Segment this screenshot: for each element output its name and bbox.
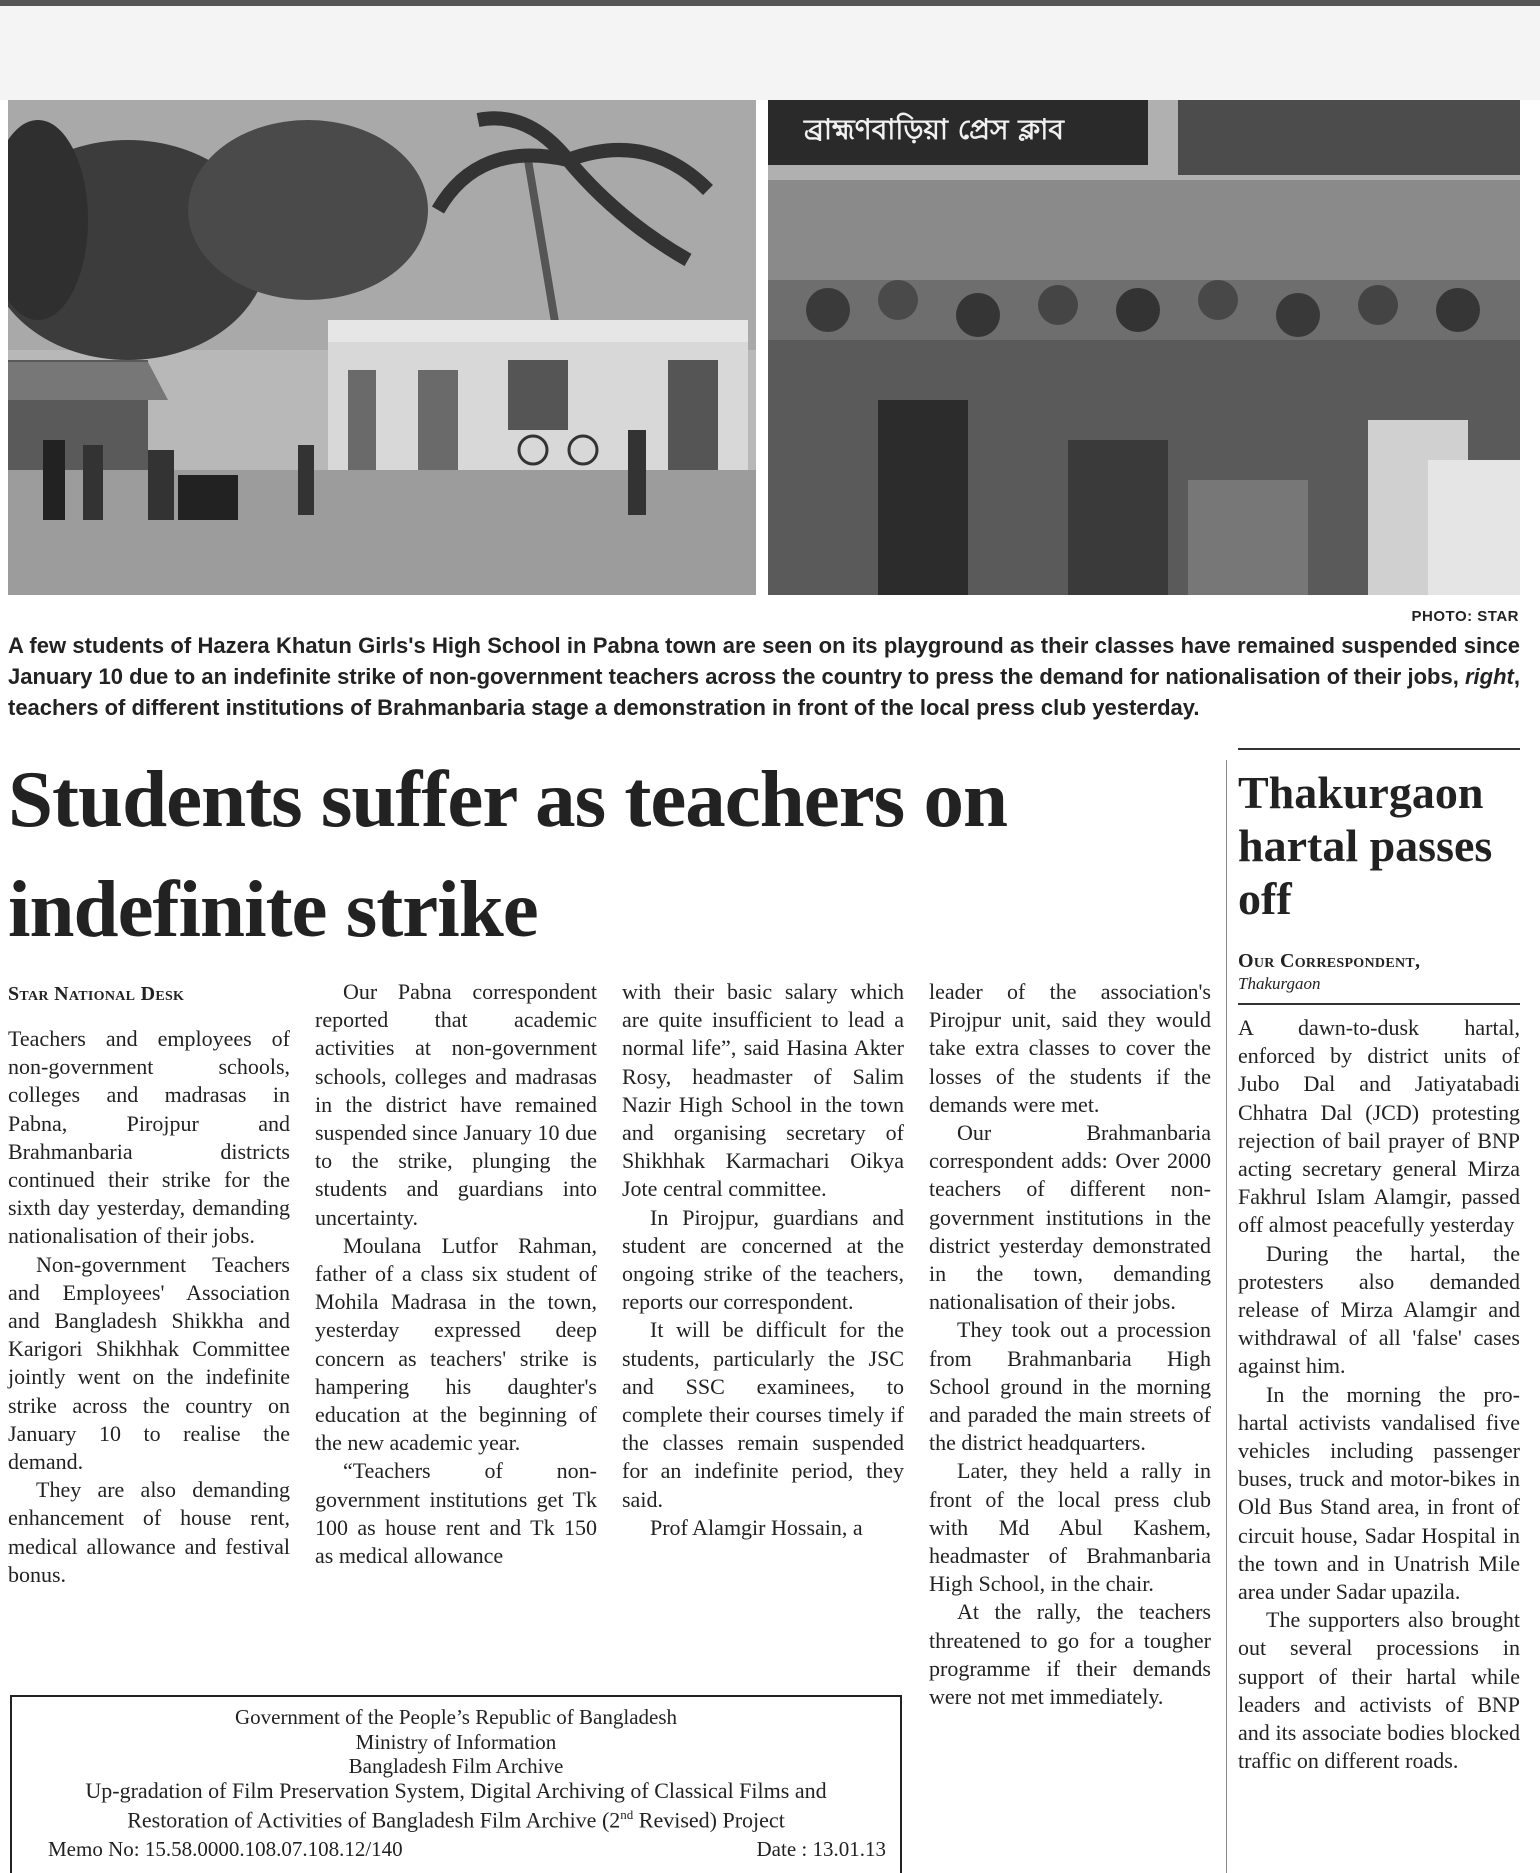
notice-line: Government of the People’s Republic of Bangladesh [234, 1705, 678, 1729]
side-byline-place: Thakurgaon [1238, 974, 1321, 993]
article-paragraph: Later, they held a rally in front of the local press club with Md Abul Kashem, headmaster of Brahmanbaria High School, in the chair. [929, 1458, 1211, 1597]
caption-italic: right [1464, 664, 1514, 689]
article-paragraph: Moulana Lutfor Rahman, father of a class six student of Mohila Madrasa in the town, yesterday expressed deep concern as teachers' strike is hampering his daughter's education at the beginning of the new academic year. [315, 1232, 597, 1456]
column-divider [1226, 760, 1227, 1873]
article-paragraph: It will be difficult for the students, particularly the JSC and SSC examinees, to complete their courses timely if the classes remain suspended for an indefinite period, they said. [622, 1317, 904, 1512]
article-column-3 [622, 978, 904, 1542]
side-byline-rule [1238, 1003, 1520, 1005]
demonstration-image [768, 100, 1520, 595]
government-notice [10, 1695, 902, 1873]
memo-date: Date : 13.01.13 [756, 1837, 886, 1861]
side-paragraph: A dawn-to-dusk hartal, enforced by district units of Jubo Dal and Jatiyatabadi Chhatra Dal (JCD) protesting rejection of bail prayer of BNP acting secretary general Mirza Fakhrul Islam Alamgir, passed off almost peacefully yesterday [1238, 1015, 1520, 1238]
photo-school-playground [8, 100, 756, 595]
top-margin [0, 6, 1540, 100]
caption-text-1: A few students of Hazera Khatun Girls's High School in Pabna town are seen on its playground as their classes have remained suspended since January 10 due to an indefinite strike of non-government teachers across the country to press the demand for nationalisation of their jobs, [8, 633, 1520, 689]
article-paragraph: “Teachers of non-government institutions get Tk 100 as house rent and Tk 150 as medical allowance [315, 1458, 597, 1569]
article-paragraph: They are also demanding enhancement of house rent, medical allowance and festival bonus. [8, 1477, 290, 1587]
side-article-body [1238, 1014, 1520, 1775]
press-club-sign: ব্রাহ্মণবাড়িয়া প্রেস ক্লাব [804, 113, 1064, 146]
main-headline: Students suffer as teachers on indefinite strike [8, 754, 1007, 954]
school-playground-image [8, 100, 756, 595]
article-column-4 [929, 978, 1211, 1711]
side-headline: Thakurgaon hartal passes off [1238, 767, 1493, 924]
article-paragraph: Our Brahmanbaria correspondent adds: Over 2000 teachers of different non-government institutions in the district yesterday demonstrated in the town, demanding nationalisation of their jobs. [929, 1120, 1211, 1315]
article-paragraph: Prof Alamgir Hossain, a [650, 1514, 863, 1540]
caption-text-2: , teachers of different institutions of Brahmanbaria stage a demonstration in front of the local press club yesterday. [8, 664, 1520, 720]
article-paragraph: Teachers and employees of non-government schools, colleges and madrasas in Pabna, Pirojpur and Brahmanbaria districts continued their strike for the sixth day yesterday, demanding nationalisation of their jobs. [8, 1026, 290, 1249]
notice-line: Bangladesh Film Archive [348, 1754, 564, 1778]
article-paragraph: with their basic salary which are quite insufficient to lead a normal life”, said Hasina Akter Rosy, headmaster of Salim Nazir High School in the town and organising secretary of Shikhhak Karmachari Oikya Jote central committee. [622, 979, 904, 1202]
article-paragraph: Our Pabna correspondent reported that academic activities at non-government schools, colleges and madrasas in the district have remained suspended since January 10 due to the strike, plunging the students and guardians into uncertainty. [315, 979, 597, 1230]
notice-project-sup: nd [620, 1807, 634, 1822]
memo-number: Memo No: 15.58.0000.108.07.108.12/140 [48, 1837, 403, 1861]
photo-caption [8, 630, 1520, 723]
photo-credit: PHOTO: STAR [1411, 608, 1519, 625]
notice-line: Ministry of Information [355, 1729, 557, 1754]
notice-line-project [12, 1803, 900, 1833]
article-paragraph: At the rally, the teachers threatened to go for a tougher programme if their demands were not met immediately. [929, 1599, 1211, 1710]
notice-project-pre: Restoration of Activities of Bangladesh Film Archive (2 [127, 1807, 621, 1833]
photo-press-club-demonstration [768, 100, 1520, 595]
article-paragraph: leader of the association's Pirojpur unit, said they would take extra classes to cover the losses of the students if the demands were met. [929, 979, 1211, 1117]
main-byline-text: Star National Desk [8, 983, 185, 1005]
side-paragraph: During the hartal, the protesters also demanded release of Mirza Alamgir and withdrawal of all 'false' cases against him. [1238, 1240, 1520, 1379]
side-paragraph: In the morning the pro-hartal activists vandalised five vehicles including passenger buses, truck and motor-bikes in Old Bus Stand area, in front of circuit house, Sadar Hospital in the town and in Unatrish Mile area under Sadar upazila. [1238, 1381, 1520, 1605]
main-byline [8, 983, 184, 1006]
side-byline [1238, 950, 1420, 973]
article-paragraph: In Pirojpur, guardians and student are concerned at the ongoing strike of the teachers, reports our correspondent. [622, 1204, 904, 1315]
article-column-2 [315, 978, 597, 1570]
notice-memo-row [48, 1837, 886, 1862]
article-column-1 [8, 1025, 290, 1589]
article-paragraph: They took out a procession from Brahmanbaria High School ground in the morning and paraded the main streets of the district headquarters. [929, 1317, 1211, 1456]
notice-line: Up-gradation of Film Preservation System, Digital Archiving of Classical Films and [85, 1777, 827, 1803]
side-byline-text: Our Correspondent, [1238, 950, 1421, 972]
side-paragraph: The supporters also brought out several processions in support of their hartal while leaders and activists of BNP and its associate bodies blocked traffic on different roads. [1238, 1607, 1520, 1774]
notice-project-post: Revised) Project [633, 1807, 785, 1833]
article-paragraph: Non-government Teachers and Employees' Association and Bangladesh Shikkha and Karigori Shikhhak Committee jointly went on the indefinite strike across the country on January 10 to realise the demand. [8, 1251, 290, 1475]
side-column-top-rule [1238, 748, 1520, 750]
